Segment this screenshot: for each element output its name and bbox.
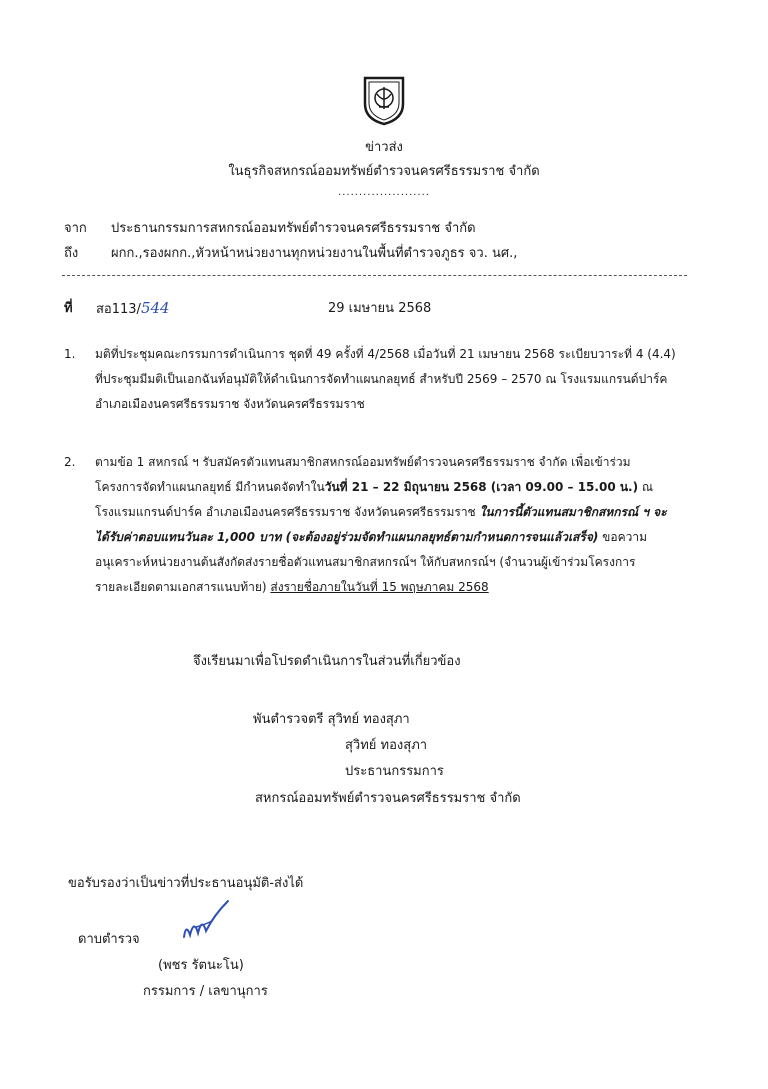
document-date: 29 เมษายน 2568 [328,301,432,316]
item-2-line: ตามข้อ 1 สหกรณ์ ฯ รับสมัครตัวแทนสมาชิกสหกรณ์ออมทรัพย์ตำรวจนครศรีธรรมราช จำกัด เพื่อเข้าร่วม [95,455,631,469]
certifier-rank: ดาบตำรวจ [78,932,140,947]
closing-sentence: จึงเรียนมาเพื่อโปรดดำเนินการในส่วนที่เกี่ยวข้อง [193,654,461,669]
item-1-paragraph [95,342,735,417]
garuda-emblem-icon [362,74,406,126]
to-value: ผกก.,รองผกก.,หัวหน้าหน่วยงานทุกหน่วยงานในพื้นที่ตำรวจภูธร จว. นศ., [111,246,518,261]
item-1-line: ที่ประชุมมีมติเป็นเอกฉันท์อนุมัติให้ดำเนินการจัดทำแผนกลยุทธ์ สำหรับปี 2569 – 2570 ณ โรงแรมแกรนด์ปาร์ค [95,372,668,386]
item-2-line: โรงแรมแกรนด์ปาร์ค อำเภอเมืองนครศรีธรรมราช จังหวัดนครศรีธรรมราช ในการนี้ตัวแทนสมาชิกสหกรณ์ ฯ จะ [95,505,667,519]
item-2-line: ได้รับค่าตอบแทนวันละ 1,000 บาท (จะต้องอยู่ร่วมจัดทำแผนกลยุทธ์ตามกำหนดการจนแล้วเสร็จ) ขอความ [95,530,647,544]
item-2-paragraph [95,450,735,600]
to-label: ถึง [64,246,79,261]
reference-number [96,295,170,323]
compensation-note: ในการนี้ตัวแทนสมาชิกสหกรณ์ ฯ จะ [479,505,667,519]
compensation-note-cont: ได้รับค่าตอบแทนวันละ 1,000 บาท (จะต้องอยู่ร่วมจัดทำแผนกลยุทธ์ตามกำหนดการจนแล้วเสร็จ) [95,530,599,544]
item-2-line: โครงการจัดทำแผนกลยุทธ์ มีกำหนดจัดทำในวันที่ 21 – 22 มิถุนายน 2568 (เวลา 09.00 – 15.00 น.) ณ [95,480,654,494]
certifier-name: (พชร รัตนะโน) [158,958,244,973]
certification-text: ขอรับรองว่าเป็นข่าวที่ประธานอนุมัติ-ส่งได้ [68,876,304,891]
header-dots-separator: ...................... [338,187,430,198]
item-2-line: อนุเคราะห์หน่วยงานต้นสังกัดส่งรายชื่อตัวแทนสมาชิกสหกรณ์ฯ ให้กับสหกรณ์ฯ (จำนวนผู้เข้าร่วมโครงการ [95,555,636,569]
from-value: ประธานกรรมการสหกรณ์ออมทรัพย์ตำรวจนครศรีธรรมราช จำกัด [111,221,476,236]
item-1-line: มติที่ประชุมคณะกรรมการดำเนินการ ชุดที่ 49 ครั้งที่ 4/2568 เมื่อวันที่ 21 เมษายน 2568 ระเบียบวาระที่ 4 (4.4) [95,347,676,361]
item-2-number: 2. [64,455,76,469]
signatory-name: สุวิทย์ ทองสุภา [345,738,428,753]
handwritten-signature-icon [178,897,238,945]
from-label: จาก [64,221,87,236]
document-subtitle: ในธุรกิจสหกรณ์ออมทรัพย์ตำรวจนครศรีธรรมราช จำกัด [228,164,540,179]
signatory-position: ประธานกรรมการ [345,764,444,779]
submission-deadline: ส่งรายชื่อภายในวันที่ 15 พฤษภาคม 2568 [270,580,489,594]
signatory-rank-line: พันตำรวจตรี สุวิทย์ ทองสุภา [253,712,410,727]
certifier-position: กรรมการ / เลขานุการ [143,984,268,999]
reference-prefix: สอ113/ [96,302,141,317]
dashed-divider [62,275,687,276]
reference-label: ที่ [64,301,73,316]
item-1-line: อำเภอเมืองนครศรีธรรมราช จังหวัดนครศรีธรรมราช [95,397,365,411]
signatory-organization: สหกรณ์ออมทรัพย์ตำรวจนครศรีธรรมราช จำกัด [255,791,521,806]
item-2-line: รายละเอียดตามเอกสารแนบท้าย) ส่งรายชื่อภายในวันที่ 15 พฤษภาคม 2568 [95,580,489,594]
reference-handwritten-number: 544 [140,299,170,317]
item-1-number: 1. [64,347,76,361]
event-date-time: วันที่ 21 – 22 มิถุนายน 2568 (เวลา 09.00 – 15.00 น.) [324,480,639,494]
document-title: ข่าวส่ง [365,140,403,155]
